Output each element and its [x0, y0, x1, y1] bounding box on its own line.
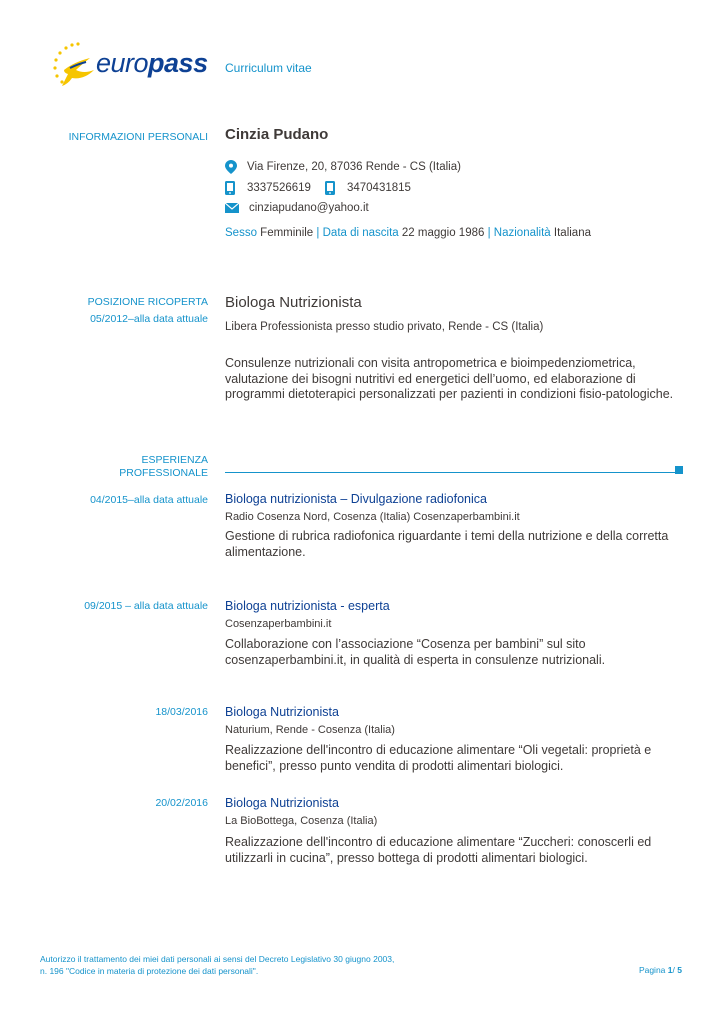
- experience-employer: La BioBottega, Cosenza (Italia): [225, 815, 378, 827]
- privacy-consent-line: n. 196 "Codice in materia di protezione dei dati personali".: [40, 966, 259, 976]
- section-divider: [225, 472, 675, 473]
- experience-description-line: Realizzazione dell'incontro di educazione alimentare “Oli vegetali: proprietà e: [225, 743, 652, 757]
- section-marker: [675, 466, 683, 474]
- phone-1: 3337526619: [247, 182, 311, 194]
- experience-description: [225, 835, 680, 866]
- person-name: Cinzia Pudano: [225, 126, 329, 143]
- page-current: 1: [667, 965, 673, 975]
- envelope-icon: [225, 203, 239, 213]
- address-row: [225, 160, 461, 174]
- experience-date: 04/2015–alla data attuale: [90, 494, 208, 506]
- birth-label: Data di nascita: [322, 227, 399, 239]
- personal-info-label: INFORMAZIONI PERSONALI: [68, 131, 208, 143]
- experience-description-line: Collaborazione con l’associazione “Cosenza per bambini” sul sito: [225, 637, 586, 651]
- experience-employer: Cosenzaperbambini.it: [225, 618, 332, 630]
- experience-description: [225, 743, 680, 774]
- position-subtitle: Libera Professionista presso studio privato, Rende - CS (Italia): [225, 321, 544, 333]
- personal-details-row: [225, 227, 591, 239]
- experience-title: Biologa Nutrizionista: [225, 796, 339, 810]
- separator: |: [487, 227, 491, 239]
- position-description-line: valutazione dei bisogni nutritivi ed energetici dell’uomo, ed elaborazione di: [225, 371, 636, 386]
- experience-description: [225, 637, 680, 668]
- page-total: 5: [677, 965, 682, 975]
- nationality-label: Nazionalità: [493, 227, 551, 239]
- experience-description-line: cosenzaperbambini.it, in qualità di esperta in consulenze nutrizionali.: [225, 652, 606, 667]
- position-date: 05/2012–alla data attuale: [90, 313, 208, 325]
- separator: |: [316, 227, 320, 239]
- sex-label: Sesso: [225, 227, 257, 239]
- europass-figure-icon: [50, 40, 100, 92]
- experience-date: 20/02/2016: [155, 797, 208, 809]
- nationality-value: Italiana: [553, 227, 591, 239]
- experience-employer: Naturium, Rende - Cosenza (Italia): [225, 724, 395, 736]
- experience-label: [119, 454, 208, 480]
- mobile-phone-icon: [225, 181, 237, 195]
- position-title: Biologa Nutrizionista: [225, 294, 362, 311]
- map-pin-icon: [225, 160, 237, 174]
- address-text: Via Firenze, 20, 87036 Rende - CS (Italia): [247, 161, 461, 173]
- position-description-line: Consulenze nutrizionali con visita antropometrica e bioimpedenziometrica,: [225, 356, 636, 370]
- document-title: Curriculum vitae: [225, 61, 312, 75]
- experience-title: Biologa Nutrizionista: [225, 705, 339, 719]
- experience-description: [225, 529, 680, 560]
- sex-value: Femminile: [260, 227, 314, 239]
- experience-description-line: Realizzazione dell'incontro di educazione alimentare “Zuccheri: conoscerli ed: [225, 835, 652, 849]
- page-number: [639, 965, 682, 975]
- email-address[interactable]: cinziapudano@yahoo.it: [249, 202, 369, 214]
- experience-label-line: ESPERIENZA: [141, 454, 208, 466]
- experience-label-line: PROFESSIONALE: [119, 467, 208, 479]
- europass-wordmark: europass: [96, 48, 208, 78]
- experience-title: Biologa nutrizionista – Divulgazione radiofonica: [225, 492, 487, 506]
- experience-date: 09/2015 – alla data attuale: [84, 600, 208, 612]
- phone-2: 3470431815: [346, 182, 411, 194]
- phone-row: [225, 181, 411, 195]
- position-description: [225, 356, 680, 403]
- birth-value: 22 maggio 1986: [401, 227, 485, 239]
- experience-description-line: utilizzarli in cucina”, presso bottega di prodotti alimentari biologici.: [225, 850, 588, 865]
- position-description-line: programmi dietoterapici personalizzati per pazienti in condizioni fisio-patologiche.: [225, 387, 674, 401]
- experience-employer: Radio Cosenza Nord, Cosenza (Italia) Cosenzaperbambini.it: [225, 511, 520, 523]
- email-row: [225, 202, 369, 214]
- privacy-consent: [40, 953, 394, 977]
- page-label: Pagina: [638, 965, 666, 975]
- experience-description-line: benefici”, presso punto vendita di prodotti alimentari biologici.: [225, 758, 564, 773]
- experience-description-line: Gestione di rubrica radiofonica riguardante i temi della nutrizione e della corretta: [225, 529, 669, 543]
- mobile-phone-icon: [325, 181, 337, 195]
- position-label: POSIZIONE RICOPERTA: [87, 296, 208, 308]
- experience-date: 18/03/2016: [155, 706, 208, 718]
- experience-title: Biologa nutrizionista - esperta: [225, 599, 390, 613]
- experience-description-line: alimentazione.: [225, 544, 306, 559]
- page-separator: /: [672, 965, 675, 975]
- privacy-consent-line: Autorizzo il trattamento dei miei dati personali ai sensi del Decreto Legislativo 30 giugno 2003,: [40, 954, 395, 964]
